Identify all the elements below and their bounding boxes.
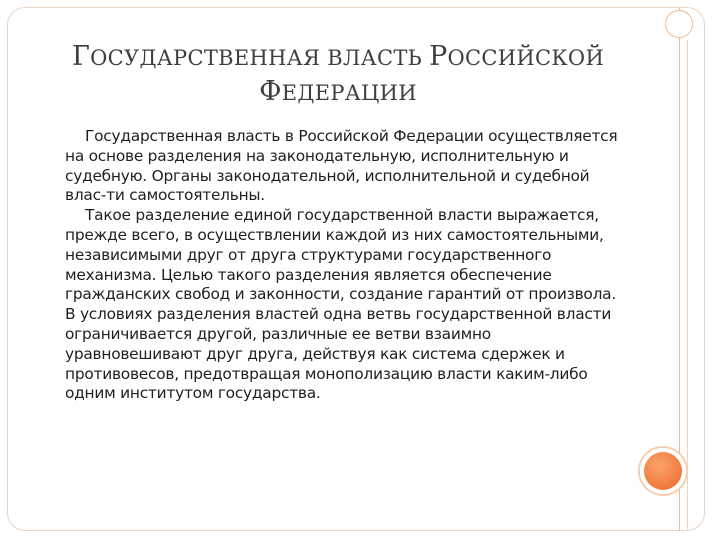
title-text-3: ЕДЕРАЦИИ (281, 81, 417, 105)
title-initial-1: Г (71, 41, 91, 72)
decorative-vertical-line-secondary (687, 40, 688, 531)
title-initial-3: Ф (259, 76, 282, 107)
decorative-circle-top (665, 10, 693, 38)
body-paragraph-2: Такое разделение единой государственной власти выражается, прежде всего, в осуществлении каждой из них самостоятельными, независимыми друг от друга структурами государственного механизма. Целью такого разделения является обеспечение гражданских свобод и законности, создание гарантий от произвола. В условиях разделения властей одна ветвь государственной власти ограничивается другой, различные ее ветви взаимно уравновешивают друг друга, действуя как система сдержек и противовесов, предотвращая монополизацию власти каким-либо одним институтом государства. (65, 206, 616, 403)
body-paragraph-1: Государственная власть в Российской Федерации осуществляется на основе разделения на законодательную, исполнительную и судебную. Органы законодательной, исполнительной и судебной влас-ти самостоятельны. (65, 127, 618, 205)
decorative-circle-bottom (644, 452, 682, 490)
title-text-2: ОССИЙСКОЙ (447, 46, 605, 70)
slide-title (40, 40, 636, 110)
slide-body (65, 127, 627, 404)
title-initial-2: Р (429, 41, 448, 72)
title-text-1: ОСУДАРСТВЕННАЯ ВЛАСТЬ (90, 46, 430, 70)
